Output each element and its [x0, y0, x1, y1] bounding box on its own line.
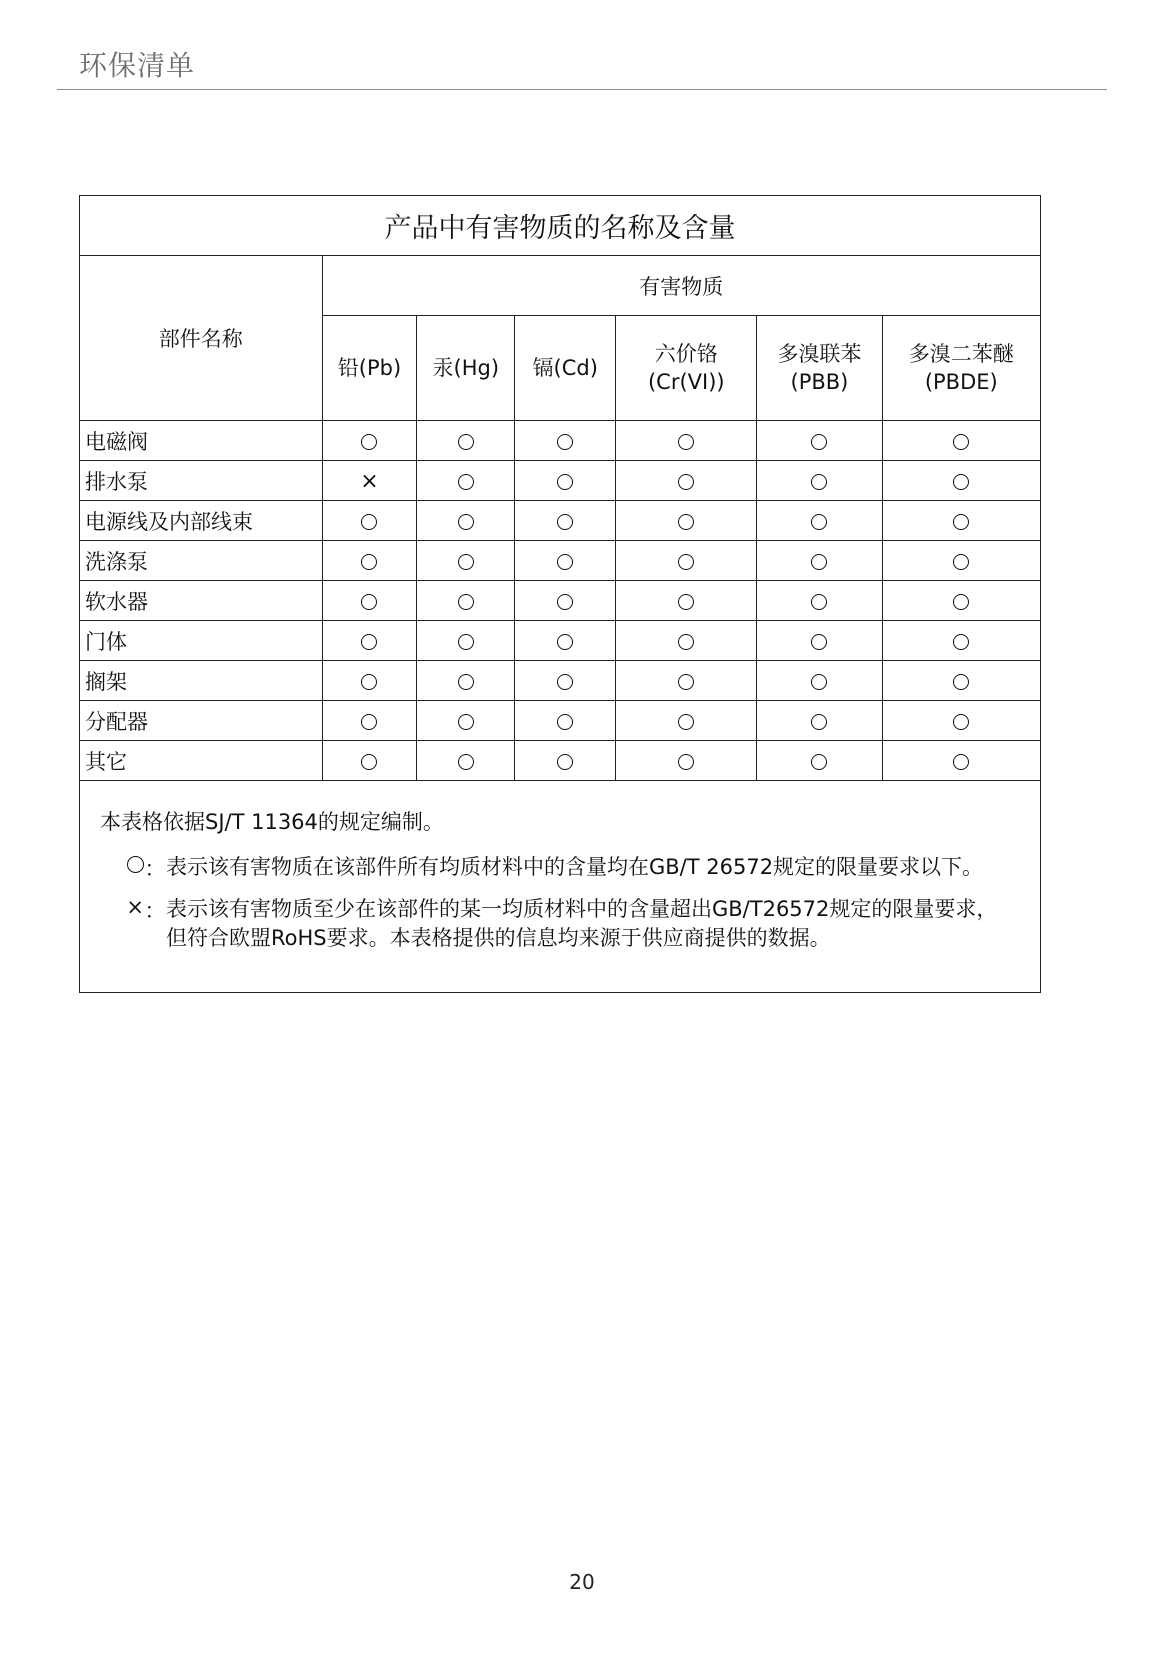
circle-mark-icon	[811, 754, 827, 770]
substance-mark-cell	[322, 421, 417, 461]
circle-mark-icon	[557, 674, 573, 690]
circle-mark-icon	[458, 754, 474, 770]
circle-mark-icon	[557, 754, 573, 770]
substance-mark-cell	[322, 661, 417, 701]
table-row	[80, 541, 1040, 581]
substance-mark-cell	[515, 701, 616, 741]
circle-mark-icon	[361, 554, 377, 570]
substance-mark-cell	[757, 741, 882, 781]
substance-mark-cell	[515, 741, 616, 781]
part-name-header: 部件名称	[80, 256, 322, 421]
substance-mark-cell	[515, 621, 616, 661]
substance-header-pbde: 多溴二苯醚 (PBDE)	[882, 316, 1040, 421]
circle-mark-icon	[361, 594, 377, 610]
substance-mark-cell	[882, 461, 1040, 501]
circle-mark-icon	[557, 714, 573, 730]
cross-legend	[100, 895, 1020, 953]
circle-mark-icon	[953, 754, 969, 770]
substance-mark-cell	[757, 701, 882, 741]
page-number: 20	[569, 1570, 595, 1594]
substance-mark-cell	[882, 661, 1040, 701]
circle-mark-icon	[811, 554, 827, 570]
substance-mark-cell	[322, 621, 417, 661]
substance-mark-cell	[616, 541, 757, 581]
substance-mark-cell	[616, 661, 757, 701]
substance-header-hg: 汞(Hg)	[417, 316, 515, 421]
circle-mark-icon	[811, 474, 827, 490]
circle-mark-icon	[953, 594, 969, 610]
table-row	[80, 741, 1040, 781]
substance-mark-cell	[882, 621, 1040, 661]
circle-mark-icon	[458, 634, 474, 650]
circle-mark-icon	[361, 634, 377, 650]
circle-mark-icon	[811, 434, 827, 450]
substance-mark-cell	[757, 461, 882, 501]
part-name-cell: 搁架	[80, 661, 322, 701]
hazardous-substance-header: 有害物质	[322, 256, 1040, 316]
circle-mark-icon	[361, 434, 377, 450]
circle-mark-icon	[811, 634, 827, 650]
substance-mark-cell	[322, 741, 417, 781]
circle-mark-icon	[458, 714, 474, 730]
circle-mark-icon	[953, 554, 969, 570]
circle-mark-icon	[557, 434, 573, 450]
circle-mark-icon	[361, 674, 377, 690]
circle-mark-icon	[811, 514, 827, 530]
cross-mark-icon: ×	[126, 895, 144, 919]
legend-colon: ：	[144, 857, 166, 881]
circle-mark-icon	[953, 434, 969, 450]
substance-mark-cell	[417, 421, 515, 461]
circle-mark-icon	[678, 754, 694, 770]
substance-mark-cell	[515, 541, 616, 581]
legend-colon: ：	[144, 899, 166, 923]
table-row	[80, 661, 1040, 701]
substance-mark-cell	[757, 421, 882, 461]
substance-mark-cell	[515, 581, 616, 621]
table-notes	[100, 806, 1020, 965]
circle-mark-icon	[458, 674, 474, 690]
table-row	[80, 501, 1040, 541]
circle-mark-icon	[361, 754, 377, 770]
substance-mark-cell	[882, 541, 1040, 581]
substance-mark-cell	[616, 621, 757, 661]
substance-mark-cell	[515, 661, 616, 701]
table-row	[80, 421, 1040, 461]
circle-mark-icon	[811, 594, 827, 610]
table-title: 产品中有害物质的名称及含量	[80, 196, 1040, 256]
substance-header-cr6: 六价铬 (Cr(VI))	[616, 316, 757, 421]
cross-legend-text: 表示该有害物质至少在该部件的某一均质材料中的含量超出GB/T26572规定的限量要求， 但符合欧盟RoHS要求。本表格提供的信息均来源于供应商提供的数据。	[166, 897, 998, 950]
substance-mark-cell	[417, 461, 515, 501]
substance-mark-cell	[417, 701, 515, 741]
substance-mark-cell	[616, 461, 757, 501]
substance-mark-cell	[417, 661, 515, 701]
circle-mark-icon	[458, 514, 474, 530]
circle-mark-icon	[953, 474, 969, 490]
substance-mark-cell	[322, 501, 417, 541]
circle-mark-icon	[458, 474, 474, 490]
header-divider	[57, 89, 1107, 90]
circle-mark-icon	[678, 674, 694, 690]
circle-mark-icon	[953, 714, 969, 730]
substance-mark-cell	[757, 501, 882, 541]
substance-mark-cell	[616, 581, 757, 621]
substance-mark-cell	[616, 501, 757, 541]
substance-mark-cell	[515, 501, 616, 541]
part-name-cell: 分配器	[80, 701, 322, 741]
table-row	[80, 581, 1040, 621]
substance-mark-cell	[757, 661, 882, 701]
table-row	[80, 461, 1040, 501]
circle-mark-icon	[557, 474, 573, 490]
part-name-cell: 洗涤泵	[80, 541, 322, 581]
substance-mark-cell	[757, 541, 882, 581]
substance-mark-cell	[616, 741, 757, 781]
part-name-cell: 电磁阀	[80, 421, 322, 461]
substance-mark-cell	[417, 541, 515, 581]
section-title: 环保清单	[79, 49, 196, 82]
cross-mark-icon: ×	[360, 468, 379, 494]
circle-mark-icon	[458, 554, 474, 570]
substance-mark-cell	[417, 581, 515, 621]
substance-mark-cell	[417, 621, 515, 661]
circle-mark-icon	[557, 634, 573, 650]
circle-mark-icon	[678, 714, 694, 730]
substance-mark-cell	[882, 741, 1040, 781]
circle-mark-icon	[678, 514, 694, 530]
substance-mark-cell	[322, 581, 417, 621]
circle-mark-icon	[678, 474, 694, 490]
circle-legend	[100, 853, 1020, 883]
circle-mark-icon	[361, 714, 377, 730]
substance-header-pb: 铅(Pb)	[322, 316, 417, 421]
substance-mark-cell	[616, 701, 757, 741]
circle-mark-icon	[678, 554, 694, 570]
table-row	[80, 621, 1040, 661]
circle-mark-icon	[678, 434, 694, 450]
circle-mark-icon	[557, 594, 573, 610]
circle-legend-text: 表示该有害物质在该部件所有均质材料中的含量均在GB/T 26572规定的限量要求以下。	[166, 855, 984, 879]
circle-mark-icon	[953, 514, 969, 530]
circle-mark-icon	[811, 674, 827, 690]
standard-note: 本表格依据SJ/T 11364的规定编制。	[100, 810, 444, 834]
part-name-cell: 其它	[80, 741, 322, 781]
part-name-cell: 软水器	[80, 581, 322, 621]
substance-mark-cell	[757, 621, 882, 661]
hazardous-substance-box	[79, 195, 1041, 993]
substance-mark-cell	[322, 701, 417, 741]
substance-mark-cell	[322, 461, 417, 501]
substance-mark-cell	[882, 581, 1040, 621]
substance-mark-cell	[882, 501, 1040, 541]
substance-mark-cell	[882, 701, 1040, 741]
substance-mark-cell	[417, 741, 515, 781]
circle-mark-icon	[458, 594, 474, 610]
circle-mark-icon	[557, 514, 573, 530]
substance-mark-cell	[417, 501, 515, 541]
circle-mark-icon	[100, 853, 144, 883]
circle-mark-icon	[678, 594, 694, 610]
hazardous-substance-table	[80, 196, 1040, 781]
substance-mark-cell	[515, 421, 616, 461]
circle-mark-icon	[361, 514, 377, 530]
part-name-cell: 排水泵	[80, 461, 322, 501]
circle-mark-icon	[811, 714, 827, 730]
substance-mark-cell	[322, 541, 417, 581]
circle-mark-icon	[953, 674, 969, 690]
circle-mark-icon	[557, 554, 573, 570]
substance-mark-cell	[882, 421, 1040, 461]
circle-mark-icon	[953, 634, 969, 650]
part-name-cell: 门体	[80, 621, 322, 661]
substance-mark-cell	[757, 581, 882, 621]
substance-mark-cell	[515, 461, 616, 501]
part-name-cell: 电源线及内部线束	[80, 501, 322, 541]
substance-mark-cell	[616, 421, 757, 461]
circle-mark-icon	[678, 634, 694, 650]
table-body	[80, 421, 1040, 781]
substance-header-cd: 镉(Cd)	[515, 316, 616, 421]
table-row	[80, 701, 1040, 741]
circle-mark-icon	[458, 434, 474, 450]
substance-header-pbb: 多溴联苯 (PBB)	[757, 316, 882, 421]
